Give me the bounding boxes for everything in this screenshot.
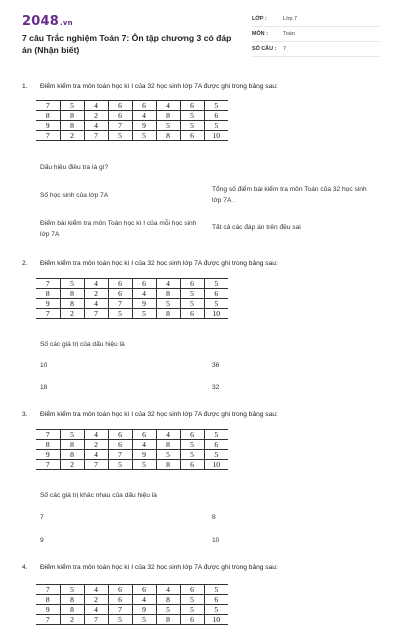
table-cell: 8 <box>60 289 84 299</box>
table-cell: 6 <box>204 289 228 299</box>
table-cell: 4 <box>84 430 108 440</box>
table-cell: 6 <box>204 111 228 121</box>
table-cell: 9 <box>36 450 60 460</box>
table-cell: 4 <box>132 111 156 121</box>
table-cell: 2 <box>84 111 108 121</box>
table-cell: 5 <box>204 299 228 309</box>
table-cell: 8 <box>156 460 180 470</box>
table-cell: 8 <box>156 309 180 319</box>
table-cell: 4 <box>84 605 108 615</box>
table-cell: 9 <box>36 605 60 615</box>
answer-option-c[interactable]: 18 <box>40 384 48 391</box>
answer-option-d[interactable]: 10 <box>212 537 220 544</box>
table-cell: 6 <box>180 131 204 141</box>
table-cell: 4 <box>84 279 108 289</box>
table-cell: 7 <box>36 460 60 470</box>
table-cell: 8 <box>36 289 60 299</box>
table-cell: 5 <box>204 279 228 289</box>
table-cell: 8 <box>156 440 180 450</box>
table-cell: 4 <box>84 121 108 131</box>
table-cell: 8 <box>60 121 84 131</box>
table-row <box>36 111 228 121</box>
table-cell: 5 <box>132 309 156 319</box>
table-cell: 5 <box>108 131 132 141</box>
table-cell: 4 <box>84 299 108 309</box>
meta-label: MÔN : <box>252 31 268 37</box>
table-cell: 6 <box>180 309 204 319</box>
table-cell: 9 <box>36 121 60 131</box>
answer-option-b[interactable]: 36 <box>212 362 220 369</box>
table-cell: 6 <box>180 101 204 111</box>
score-table-q3 <box>36 429 228 470</box>
table-cell: 2 <box>60 615 84 625</box>
table-cell: 8 <box>156 289 180 299</box>
question-number: 4. <box>22 564 28 571</box>
table-cell: 6 <box>108 585 132 595</box>
table-cell: 8 <box>60 595 84 605</box>
meta-label: SỐ CÂU : <box>252 46 277 52</box>
answer-option-b[interactable]: 8 <box>212 514 216 521</box>
table-cell: 2 <box>60 460 84 470</box>
table-cell: 5 <box>204 585 228 595</box>
table-row <box>36 605 228 615</box>
table-cell: 5 <box>156 121 180 131</box>
question-2-text <box>22 259 392 268</box>
table-row <box>36 615 228 625</box>
table-cell: 7 <box>36 430 60 440</box>
logo-text: 2048 <box>22 14 59 29</box>
table-cell: 5 <box>204 430 228 440</box>
table-row <box>36 121 228 131</box>
table-cell: 5 <box>60 279 84 289</box>
table-cell: 8 <box>156 595 180 605</box>
table-cell: 7 <box>36 101 60 111</box>
table-cell: 5 <box>108 615 132 625</box>
table-cell: 4 <box>132 595 156 605</box>
question-4-text <box>22 563 392 572</box>
table-cell: 7 <box>108 121 132 131</box>
table-cell: 7 <box>84 309 108 319</box>
answer-option-a[interactable]: 7 <box>40 514 44 521</box>
table-cell: 5 <box>204 101 228 111</box>
table-cell: 5 <box>132 131 156 141</box>
table-row <box>36 450 228 460</box>
table-cell: 7 <box>36 585 60 595</box>
table-cell: 5 <box>204 605 228 615</box>
answer-option-a[interactable]: 10 <box>40 362 48 369</box>
table-cell: 5 <box>108 460 132 470</box>
table-row <box>36 279 228 289</box>
table-row <box>36 440 228 450</box>
table-cell: 5 <box>60 585 84 595</box>
table-cell: 10 <box>204 615 228 625</box>
document-title: 7 câu Trắc nghiệm Toán 7: Ôn tập chương 3 có đáp án (Nhận biết) <box>22 33 232 55</box>
table-cell: 7 <box>84 460 108 470</box>
question-stem: Điểm kiểm tra môn toán học kì I của 32 học sinh lớp 7A được ghi trong bảng sau: <box>40 564 278 571</box>
table-cell: 6 <box>180 585 204 595</box>
table-cell: 6 <box>108 111 132 121</box>
meta-value: Toán <box>283 31 295 37</box>
table-cell: 2 <box>60 131 84 141</box>
question-3-prompt: Số các giá trị khác nhau của dấu hiệu là <box>40 492 157 499</box>
table-cell: 4 <box>156 585 180 595</box>
score-table-q1 <box>36 100 228 141</box>
table-cell: 6 <box>180 279 204 289</box>
table-cell: 6 <box>180 460 204 470</box>
table-cell: 8 <box>156 111 180 121</box>
question-1-text <box>22 82 392 91</box>
question-number: 1. <box>22 83 28 90</box>
table-cell: 6 <box>108 101 132 111</box>
table-cell: 7 <box>84 131 108 141</box>
table-cell: 7 <box>108 450 132 460</box>
question-number: 2. <box>22 260 28 267</box>
table-cell: 6 <box>108 595 132 605</box>
meta-info-box <box>252 12 380 57</box>
table-cell: 8 <box>156 615 180 625</box>
table-cell: 5 <box>60 430 84 440</box>
table-cell: 5 <box>180 111 204 121</box>
table-cell: 4 <box>156 279 180 289</box>
table-cell: 5 <box>132 460 156 470</box>
answer-option-d[interactable]: 32 <box>212 384 220 391</box>
table-cell: 4 <box>156 101 180 111</box>
table-cell: 9 <box>132 121 156 131</box>
table-cell: 4 <box>84 101 108 111</box>
table-row <box>36 460 228 470</box>
question-2-prompt: Số các giá trị của dấu hiệu là <box>40 341 125 348</box>
table-row <box>36 101 228 111</box>
answer-option-c[interactable]: Điểm bài kiểm tra môn Toán học kì I của mỗi học sinh lớp 7A <box>40 220 197 238</box>
score-table-q4 <box>36 584 228 625</box>
table-cell: 6 <box>132 101 156 111</box>
table-cell: 5 <box>108 309 132 319</box>
table-cell: 5 <box>156 605 180 615</box>
answer-option-a[interactable]: Số học sinh của lớp 7A <box>40 192 109 199</box>
table-cell: 5 <box>132 615 156 625</box>
table-cell: 6 <box>108 430 132 440</box>
meta-value: Lớp 7 <box>283 16 298 22</box>
table-row <box>36 309 228 319</box>
table-cell: 8 <box>60 450 84 460</box>
table-cell: 8 <box>60 111 84 121</box>
table-cell: 8 <box>36 440 60 450</box>
table-cell: 8 <box>60 299 84 309</box>
table-cell: 7 <box>36 309 60 319</box>
table-cell: 9 <box>132 299 156 309</box>
table-row <box>36 299 228 309</box>
table-cell: 5 <box>180 440 204 450</box>
table-cell: 6 <box>132 585 156 595</box>
table-row <box>36 595 228 605</box>
table-cell: 10 <box>204 309 228 319</box>
score-table-q2 <box>36 278 228 319</box>
table-cell: 2 <box>84 595 108 605</box>
table-cell: 8 <box>36 595 60 605</box>
question-3-text <box>22 410 392 419</box>
table-cell: 2 <box>84 440 108 450</box>
table-row <box>36 585 228 595</box>
table-cell: 5 <box>180 299 204 309</box>
table-cell: 6 <box>204 595 228 605</box>
table-cell: 9 <box>36 299 60 309</box>
table-cell: 6 <box>204 440 228 450</box>
table-cell: 10 <box>204 460 228 470</box>
table-cell: 7 <box>84 615 108 625</box>
question-number: 3. <box>22 411 28 418</box>
table-cell: 7 <box>108 605 132 615</box>
table-row <box>36 289 228 299</box>
answer-option-d[interactable]: Tất cả các đáp án trên đều sai <box>212 224 301 231</box>
table-cell: 4 <box>156 430 180 440</box>
table-cell: 8 <box>60 440 84 450</box>
table-cell: 5 <box>156 299 180 309</box>
table-cell: 8 <box>60 605 84 615</box>
table-cell: 9 <box>132 450 156 460</box>
table-cell: 8 <box>156 131 180 141</box>
table-cell: 6 <box>108 289 132 299</box>
meta-value: 7 <box>283 46 286 52</box>
answer-option-c[interactable]: 9 <box>40 537 44 544</box>
meta-label: LỚP : <box>252 16 267 22</box>
table-row <box>36 430 228 440</box>
table-cell: 5 <box>180 595 204 605</box>
logo-suffix: .vn <box>59 19 73 27</box>
table-cell: 8 <box>36 111 60 121</box>
table-cell: 5 <box>204 450 228 460</box>
table-cell: 7 <box>108 299 132 309</box>
site-logo[interactable] <box>22 14 73 29</box>
question-1-prompt: Dấu hiệu điều tra là gì? <box>40 164 109 171</box>
table-cell: 6 <box>180 430 204 440</box>
table-cell: 6 <box>132 279 156 289</box>
question-stem: Điểm kiểm tra môn toán học kì I của 32 học sinh lớp 7A được ghi trong bảng sau: <box>40 83 278 90</box>
table-cell: 2 <box>60 309 84 319</box>
question-stem: Điểm kiểm tra môn toán học kì I của 32 học sinh lớp 7A được ghi trong bảng sau: <box>40 260 278 267</box>
table-cell: 4 <box>132 289 156 299</box>
table-cell: 4 <box>132 440 156 450</box>
question-stem: Điểm kiểm tra môn toán học kì I của 32 học sinh lớp 7A được ghi trong bảng sau: <box>40 411 278 418</box>
table-cell: 5 <box>180 289 204 299</box>
table-cell: 5 <box>180 121 204 131</box>
table-cell: 5 <box>180 450 204 460</box>
meta-row-count <box>252 42 380 57</box>
table-cell: 7 <box>36 131 60 141</box>
table-cell: 5 <box>180 605 204 615</box>
table-cell: 4 <box>84 450 108 460</box>
table-cell: 5 <box>204 121 228 131</box>
table-cell: 4 <box>84 585 108 595</box>
answer-option-b[interactable]: Tổng số điểm bài kiểm tra môn Toán của 32 học sinh lớp 7A . <box>212 186 367 204</box>
table-cell: 7 <box>36 279 60 289</box>
table-row <box>36 131 228 141</box>
meta-row-class <box>252 12 380 27</box>
table-cell: 2 <box>84 289 108 299</box>
table-cell: 6 <box>108 279 132 289</box>
table-cell: 7 <box>36 615 60 625</box>
table-cell: 6 <box>108 440 132 450</box>
meta-row-subject <box>252 27 380 42</box>
table-cell: 5 <box>60 101 84 111</box>
table-cell: 9 <box>132 605 156 615</box>
table-cell: 5 <box>156 450 180 460</box>
table-cell: 6 <box>180 615 204 625</box>
table-cell: 6 <box>132 430 156 440</box>
table-cell: 10 <box>204 131 228 141</box>
